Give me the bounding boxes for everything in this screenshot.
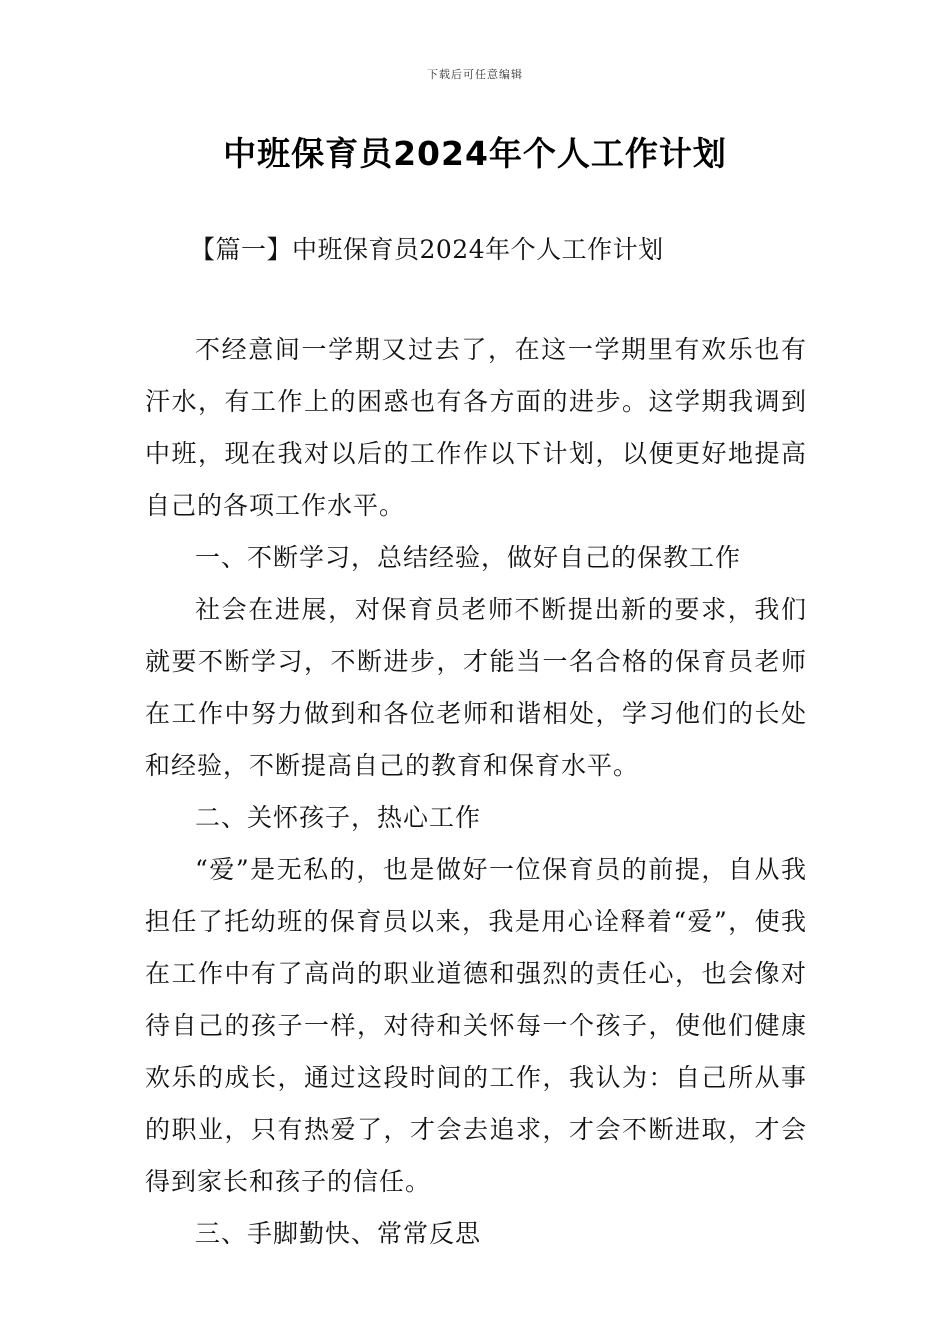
document-title: 中班保育员2024年个人工作计划 bbox=[223, 134, 727, 173]
item-heading-1: 一、不断学习，总结经验，做好自己的保教工作 bbox=[195, 543, 742, 572]
item-heading-2: 二、关怀孩子，热心工作 bbox=[195, 803, 482, 832]
paragraph-1: 社会在进展，对保育员老师不断提出新的要求，我们就要不断学习，不断进步，才能当一名合格的保育员老师在工作中努力做到和各位老师和谐相处，学习他们的长处和经验，不断提高自己的教育和保育水平。 bbox=[145, 595, 807, 780]
header-note: 下载后可任意编辑 bbox=[427, 68, 523, 81]
section-heading: 【篇一】中班保育员2024年个人工作计划 bbox=[190, 235, 664, 264]
paragraph-intro: 不经意间一学期又过去了，在这一学期里有欢乐也有汗水，有工作上的困惑也有各方面的进步。这学期我调到中班，现在我对以后的工作作以下计划，以便更好地提高自己的各项工作水平。 bbox=[145, 335, 807, 520]
document-body bbox=[145, 324, 807, 1260]
paragraph-2: “爱”是无私的，也是做好一位保育员的前提，自从我担任了托幼班的保育员以来，我是用心诠释着“爱”，使我在工作中有了高尚的职业道德和强烈的责任心，也会像对待自己的孩子一样，对待和关怀每一个孩子，使他们健康欢乐的成长，通过这段时间的工作，我认为：自己所从事的职业，只有热爱了，才会去追求，才会不断进取，才会得到家长和孩子的信任。 bbox=[145, 855, 807, 1196]
item-heading-3: 三、手脚勤快、常常反思 bbox=[195, 1219, 482, 1248]
